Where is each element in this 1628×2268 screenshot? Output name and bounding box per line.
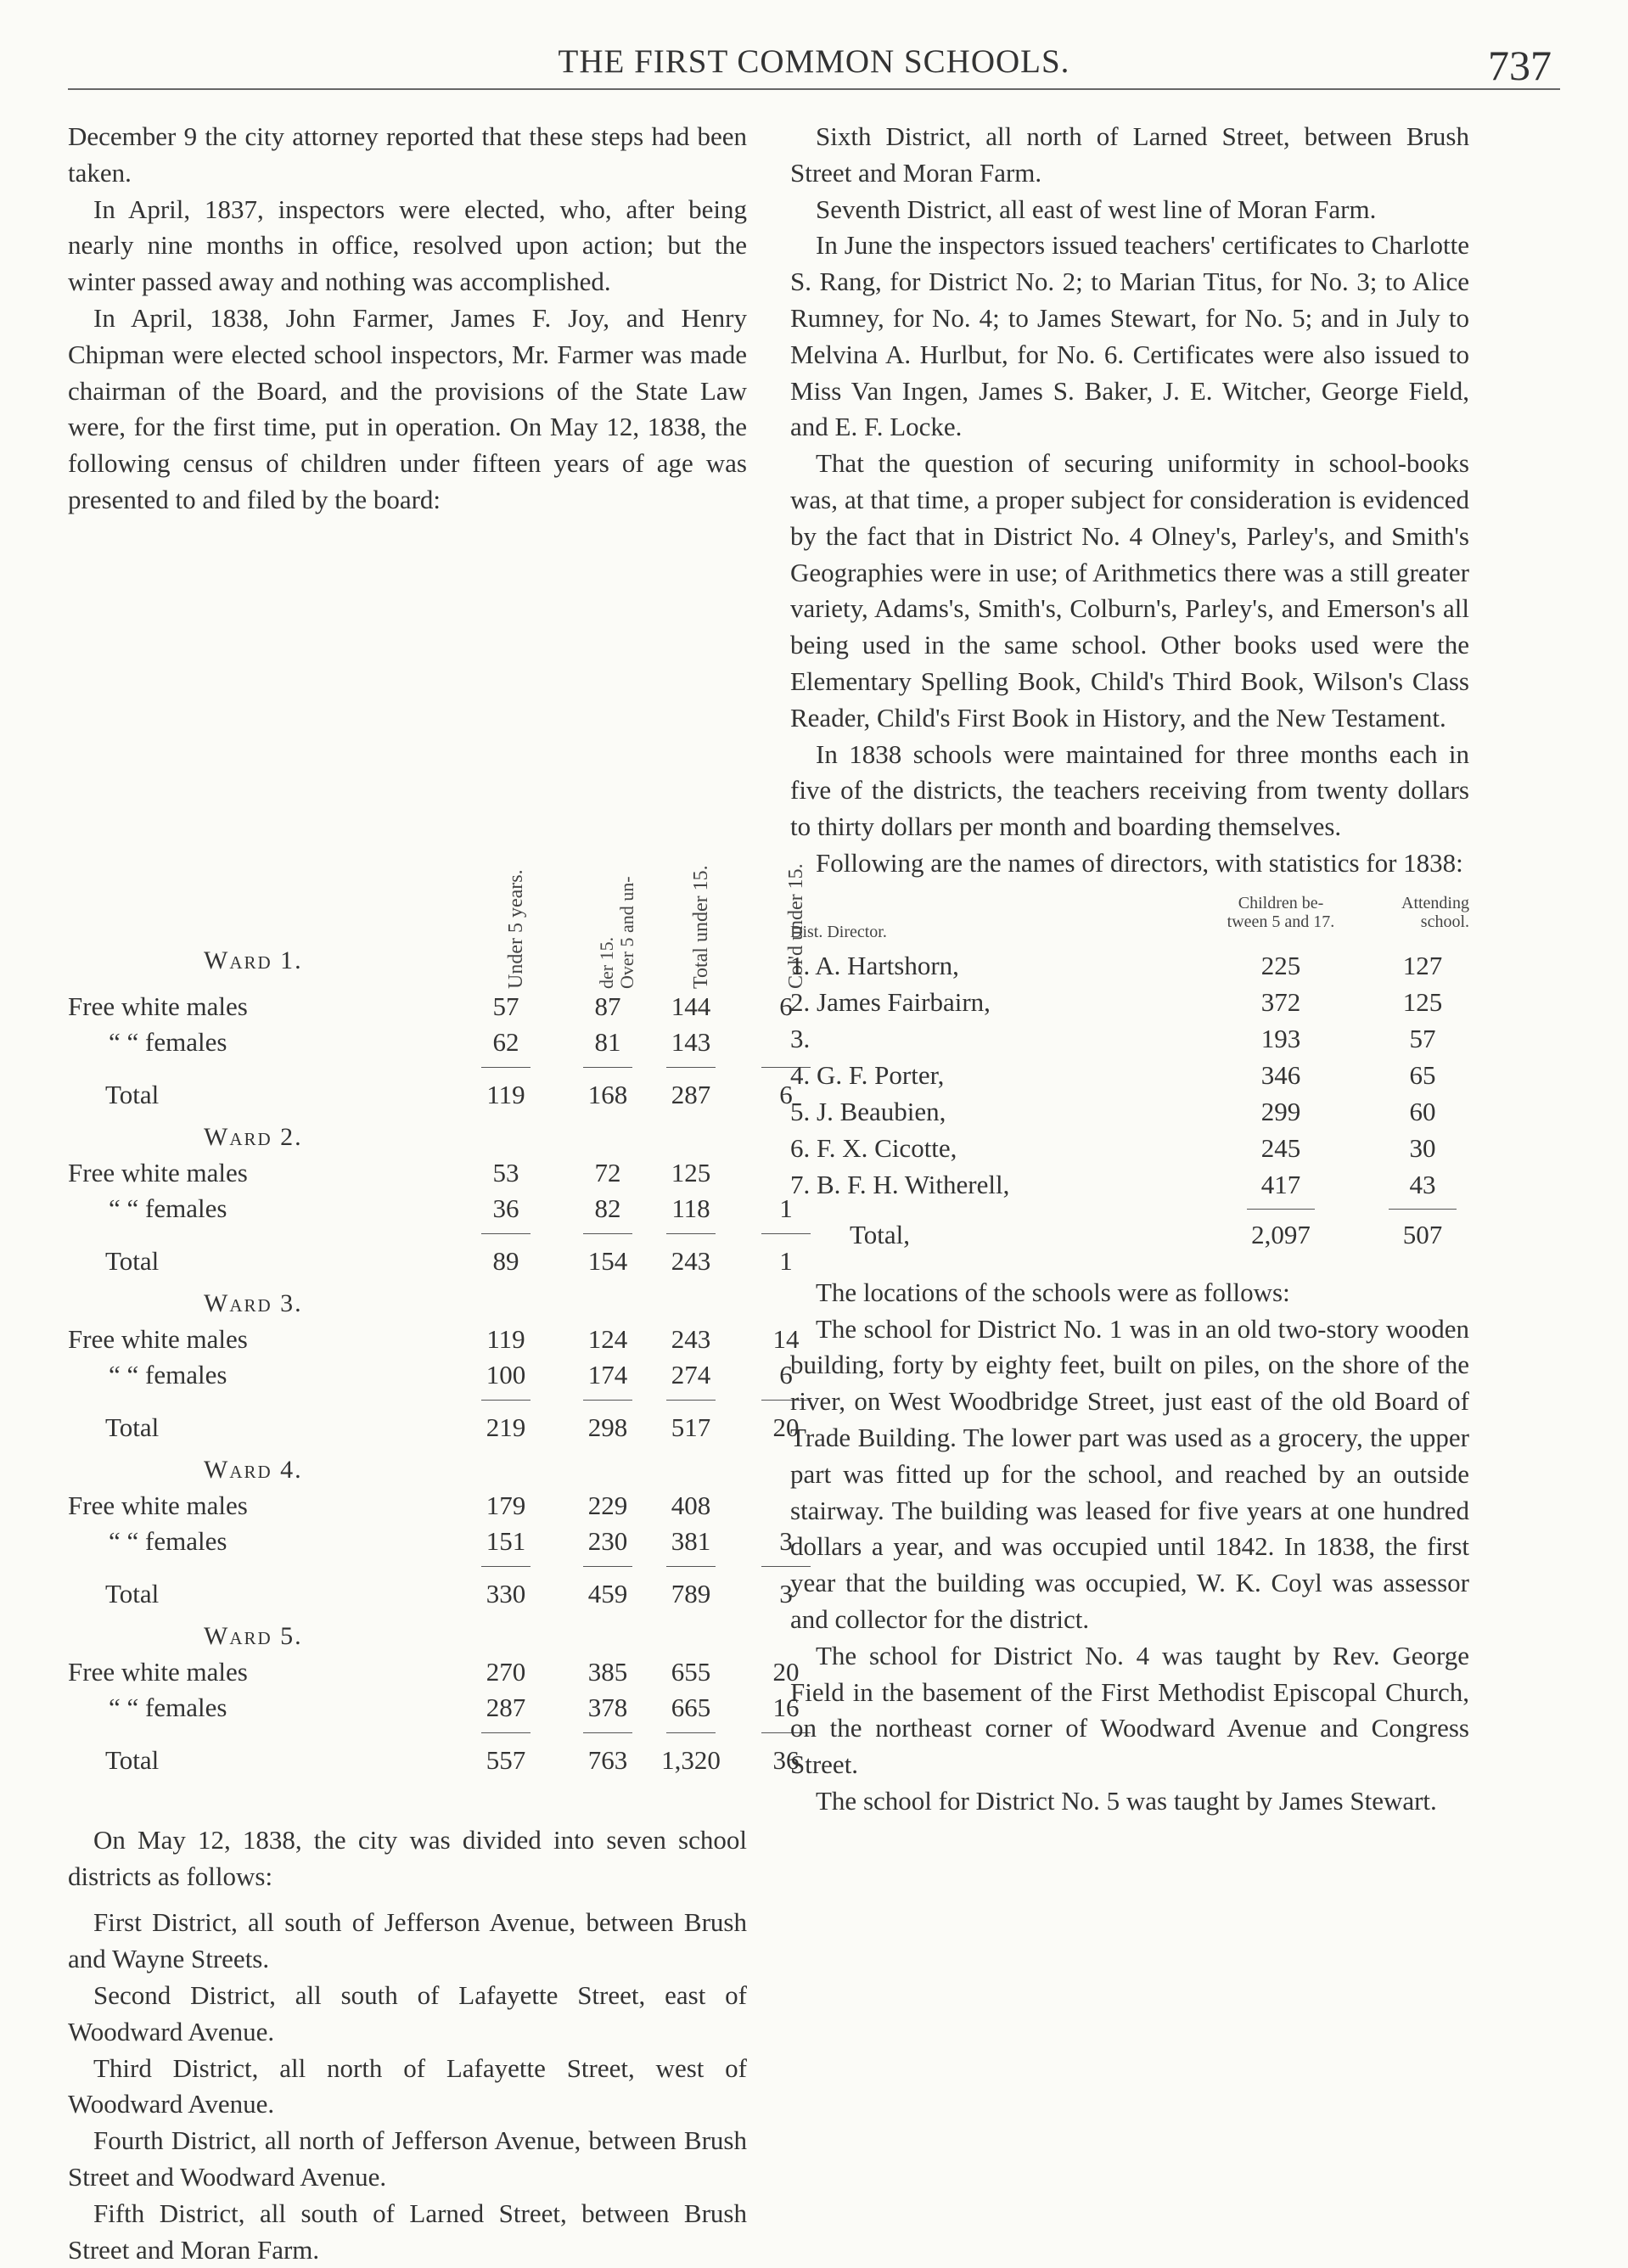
census-cell: 3 [779, 1525, 793, 1556]
directors-table-body [790, 948, 1469, 1204]
census-cell: 151 [486, 1525, 526, 1556]
ward-title: Ward 3. [204, 1288, 303, 1317]
census-cell: 385 [587, 1656, 628, 1687]
paragraph: Second District, all south of Lafayette Street, east of Woodward Avenue. [68, 1979, 747, 2046]
paragraph: Third District, all north of Lafayette Street, west of Woodward Avenue. [68, 2052, 747, 2119]
rule-line [583, 1566, 632, 1567]
rule-line [583, 1400, 632, 1401]
director-row [790, 1167, 1469, 1204]
census-cell: 87 [594, 991, 621, 1021]
census-row-females [68, 1025, 747, 1060]
director-row [790, 1021, 1469, 1058]
census-cell: 763 [587, 1744, 628, 1775]
row-label: Total [105, 1744, 160, 1775]
census-cell: 20 [772, 1412, 800, 1442]
census-cell: 287 [486, 1692, 526, 1722]
rule-line [583, 1732, 632, 1733]
census-cell: 1 [779, 1193, 793, 1223]
census-cell: 789 [671, 1578, 711, 1608]
director-name: 2. James Fairbairn, [790, 986, 991, 1017]
column-header-line: Attending [1401, 893, 1469, 912]
attending-count: 60 [1409, 1096, 1436, 1126]
census-row-total [68, 1243, 793, 1279]
paragraph: Fifth District, all south of Larned Street, between Brush Street and Moran Farm. [68, 2198, 747, 2265]
paragraph: December 9 the city attorney reported that these steps had been taken. [68, 121, 747, 188]
paragraph: In April, 1837, inspectors were elected, who, after being nearly nine months in office, resolved upon action; but the winter passed away and nothing was accomplished. [68, 194, 747, 297]
total-children: 2,097 [1251, 1219, 1311, 1249]
paragraph: The school for District No. 4 was taught by Rev. George Field in the basement of the First Methodist Episcopal Church, on the northeast corner of Woodward Avenue and Congress Street. [790, 1640, 1469, 1780]
page-number: 737 [1488, 42, 1552, 89]
census-cell: 6 [779, 1359, 793, 1389]
paragraph: That the question of securing uniformity in school-books was, at that time, a proper subject for consideration is evidenced by the fact that in District No. 4 Olney's, Parley's, and Smith's Geographies were in use; of Arithmetics there was a still greater variety, Adams's, Smith's, Colburn's, Parley's, and Emerson's all being used in the same school. Other books used were the Elementary Spelling Book, Child's Third Book, Wilson's Class Reader, Child's First Book in History, and the New Testament. [790, 448, 1469, 733]
column-header-text: der 15. [596, 936, 617, 989]
census-cell: 517 [671, 1412, 711, 1442]
director-name: 7. B. F. H. Witherell, [790, 1169, 1010, 1199]
total-rules [68, 1227, 747, 1243]
ward-heading [68, 1120, 747, 1155]
director-row [790, 1094, 1469, 1131]
row-label: “ “ females [109, 1525, 227, 1556]
paragraph: The school for District No. 1 was in an old two-story wooden building, forty by eighty feet, built on piles, on the shore of the river, on West Woodbridge Street, just east of the old Board of Trade Building. The lower part was used as a grocery, the upper part was fitted up for the school, and reached by an outside stairway. The building was leased for five years at one hundred dollars a year, and was occupied until 1842. In 1838, the first year that the building was occupied, W. K. Coyl was assessor and collector for the district. [790, 1313, 1469, 1634]
column-header-line: Children be- [1238, 893, 1324, 912]
census-cell: 408 [671, 1490, 711, 1520]
census-row-females [68, 1524, 793, 1559]
census-cell: 36 [492, 1193, 519, 1223]
census-cell: 665 [671, 1692, 711, 1722]
director-row [790, 1058, 1469, 1094]
director-row [790, 985, 1469, 1021]
row-label: Free white males [68, 1656, 248, 1687]
census-row-males [68, 1488, 747, 1524]
rule-line [583, 1067, 632, 1068]
census-cell: 219 [486, 1412, 526, 1442]
attending-count: 57 [1409, 1023, 1436, 1053]
census-cell: 243 [671, 1323, 711, 1354]
census-cell: 229 [587, 1490, 628, 1520]
running-head: THE FIRST COMMON SCHOOLS. [558, 43, 1070, 80]
census-cell: 119 [486, 1323, 525, 1354]
children-count: 346 [1260, 1059, 1301, 1090]
attending-count: 125 [1402, 986, 1443, 1017]
row-label: Free white males [68, 1490, 248, 1520]
census-row-females [68, 1690, 800, 1726]
ward-title: Ward 4. [204, 1455, 303, 1484]
attending-count: 43 [1409, 1169, 1436, 1199]
census-row-females [68, 1357, 793, 1393]
row-label: Total [105, 1079, 160, 1109]
census-cell: 298 [587, 1412, 628, 1442]
directors-table-header [790, 894, 1469, 948]
total-rules [68, 1393, 747, 1410]
row-label: Free white males [68, 1323, 248, 1354]
census-cell: 20 [772, 1656, 800, 1687]
census-cell: 100 [486, 1359, 526, 1389]
ward-heading [68, 1286, 747, 1322]
total-rules [790, 1204, 1469, 1217]
rule-line [666, 1233, 716, 1234]
rule-line [481, 1566, 531, 1567]
director-name: 5. J. Beaubien, [790, 1096, 946, 1126]
row-label: Free white males [68, 1157, 248, 1187]
census-cell: 330 [486, 1578, 526, 1608]
census-cell: 3 [779, 1578, 793, 1608]
paragraph: Seventh District, all east of west line of Moran Farm. [816, 194, 1377, 224]
census-cell: 168 [587, 1079, 628, 1109]
paragraph: On May 12, 1838, the city was divided into seven school districts as follows: [68, 1824, 747, 1891]
row-label: Total [105, 1412, 160, 1442]
attending-count: 65 [1409, 1059, 1436, 1090]
census-cell: 62 [492, 1026, 519, 1057]
column-header [485, 547, 527, 989]
row-label: Free white males [68, 991, 248, 1021]
right-column [790, 119, 1469, 1820]
census-row-females [68, 1191, 793, 1227]
paragraph: Following are the names of directors, with statistics for 1838: [816, 847, 1463, 878]
row-label: “ “ females [109, 1026, 227, 1057]
rule-line [666, 1566, 716, 1567]
rule-line [583, 1233, 632, 1234]
census-row-total [68, 1077, 793, 1113]
census-row-males [68, 1155, 747, 1191]
census-cell: 459 [587, 1578, 628, 1608]
director-name: 3. [790, 1023, 811, 1053]
census-cell: 381 [671, 1525, 711, 1556]
children-count: 245 [1260, 1132, 1301, 1163]
census-cell: 174 [587, 1359, 628, 1389]
column-header [1359, 894, 1469, 931]
total-label: Total, [850, 1219, 911, 1249]
paragraph: First District, all south of Jefferson Avenue, between Brush and Wayne Streets. [68, 1907, 747, 1974]
paragraph: In June the inspectors issued teachers' certificates to Charlotte S. Rang, for District No. 2; to Marian Titus, for No. 3; to Alice Rumney, for No. 4; to James Stewart, for No. 5; and in July to Melvina A. Hurlbut, for No. 6. Certificates were also issued to Miss Van Ingen, James S. Baker, J. E. Witcher, George Field, and E. F. Locke. [790, 230, 1469, 442]
census-cell: 6 [779, 991, 793, 1021]
director-name: 4. G. F. Porter, [790, 1059, 945, 1090]
census-cell: 53 [492, 1157, 519, 1187]
census-cell: 143 [671, 1026, 711, 1057]
census-cell: 6 [779, 1079, 793, 1109]
census-cell: 119 [486, 1079, 525, 1109]
rule-line [666, 1067, 716, 1068]
rule-line [481, 1233, 531, 1234]
census-cell: 655 [671, 1656, 711, 1687]
census-cell: 274 [671, 1359, 711, 1389]
attending-count: 30 [1409, 1132, 1436, 1163]
column-header [1187, 894, 1374, 931]
paragraph: Fourth District, all north of Jefferson Avenue, between Brush Street and Woodward Avenue. [68, 2125, 747, 2192]
census-cell: 557 [486, 1744, 526, 1775]
paragraph: In April, 1838, John Farmer, James F. Joy, and Henry Chipman were elected school inspectors, Mr. Farmer was made chairman of the Board, and the provisions of the State Law were, for the first time, put in operation. On May 12, 1838, the following census of children under fifteen years of age was presented to and filed by the board: [68, 302, 747, 514]
total-rules [68, 1726, 747, 1743]
census-cell: 1 [779, 1245, 793, 1276]
column-header [578, 547, 637, 989]
paragraph: Sixth District, all north of Larned Street, between Brush Street and Moran Farm. [790, 121, 1469, 188]
header-rule [68, 88, 1560, 90]
children-count: 299 [1260, 1096, 1301, 1126]
children-count: 225 [1260, 950, 1301, 980]
rule-line [481, 1400, 531, 1401]
census-cell: 36 [772, 1744, 800, 1775]
paragraph: In 1838 schools were maintained for three months each in five of the districts, the teachers receiving from twenty dollars to thirty dollars per month and boarding themselves. [790, 738, 1469, 842]
census-cell: 270 [486, 1656, 526, 1687]
total-attending: 507 [1402, 1219, 1443, 1249]
census-cell: 14 [772, 1323, 800, 1354]
director-row [790, 1131, 1469, 1167]
row-label: Total [105, 1245, 160, 1276]
ward-heading [68, 1452, 747, 1488]
rule-line [481, 1067, 531, 1068]
children-count: 372 [1260, 986, 1301, 1017]
ward-title: Ward 5. [204, 1621, 303, 1650]
census-row-males [68, 989, 793, 1025]
census-row-total [68, 1410, 800, 1446]
ward-heading [68, 1619, 747, 1654]
census-row-males [68, 1654, 800, 1690]
census-body [68, 989, 800, 1785]
column-header-text: Over 5 and un- [616, 876, 637, 989]
census-cell: 124 [587, 1323, 628, 1354]
column-header: Dist. Director. [790, 922, 887, 941]
rule-line [481, 1732, 531, 1733]
row-label: “ “ females [109, 1193, 227, 1223]
directors-total-row [790, 1217, 1469, 1258]
census-cell: 230 [587, 1525, 628, 1556]
ward-title: Ward 1. [204, 946, 303, 974]
column-header-line: school. [1420, 912, 1469, 931]
census-cell: 81 [594, 1026, 621, 1057]
director-name: 1. A. Hartshorn, [790, 950, 959, 980]
left-column [68, 119, 807, 2268]
paragraph: The locations of the schools were as follows: [816, 1277, 1290, 1307]
rule-line [666, 1400, 716, 1401]
census-cell: 179 [486, 1490, 526, 1520]
rule-line [666, 1732, 716, 1733]
census-cell: 57 [492, 991, 519, 1021]
census-cell: 144 [671, 991, 711, 1021]
row-label: “ “ females [109, 1359, 227, 1389]
total-rules [68, 1559, 747, 1576]
census-cell: 118 [671, 1193, 710, 1223]
census-cell: 287 [671, 1079, 711, 1109]
paragraph: The school for District No. 5 was taught by James Stewart. [816, 1785, 1437, 1816]
census-cell: 16 [772, 1692, 800, 1722]
ward-title: Ward 2. [204, 1122, 303, 1151]
director-row [790, 948, 1469, 985]
column-header-text: Under 5 years. [505, 869, 527, 989]
census-cell: 125 [671, 1157, 711, 1187]
children-count: 193 [1260, 1023, 1301, 1053]
attending-count: 127 [1402, 950, 1443, 980]
census-cell: 72 [594, 1157, 621, 1187]
census-cell: 154 [587, 1245, 628, 1276]
census-cell: 89 [492, 1245, 519, 1276]
director-name: 6. F. X. Cicotte, [790, 1132, 957, 1163]
census-cell: 1,320 [661, 1744, 721, 1775]
census-table [68, 547, 807, 1785]
row-label: Total [105, 1578, 160, 1608]
column-header-text: Col'd under 15. [785, 863, 807, 989]
children-count: 417 [1260, 1169, 1301, 1199]
census-row-total [68, 1743, 800, 1778]
census-header [68, 547, 807, 989]
column-header-line: tween 5 and 17. [1227, 912, 1335, 931]
census-row-total [68, 1576, 793, 1612]
census-row-males [68, 1322, 800, 1357]
column-header-text: Total under 15. [690, 865, 712, 989]
total-rules [68, 1060, 747, 1077]
row-label: “ “ females [109, 1692, 227, 1722]
census-cell: 82 [594, 1193, 621, 1223]
directors-table [790, 894, 1469, 1258]
census-cell: 243 [671, 1245, 711, 1276]
census-cell: 378 [587, 1692, 628, 1722]
column-header [670, 547, 712, 989]
